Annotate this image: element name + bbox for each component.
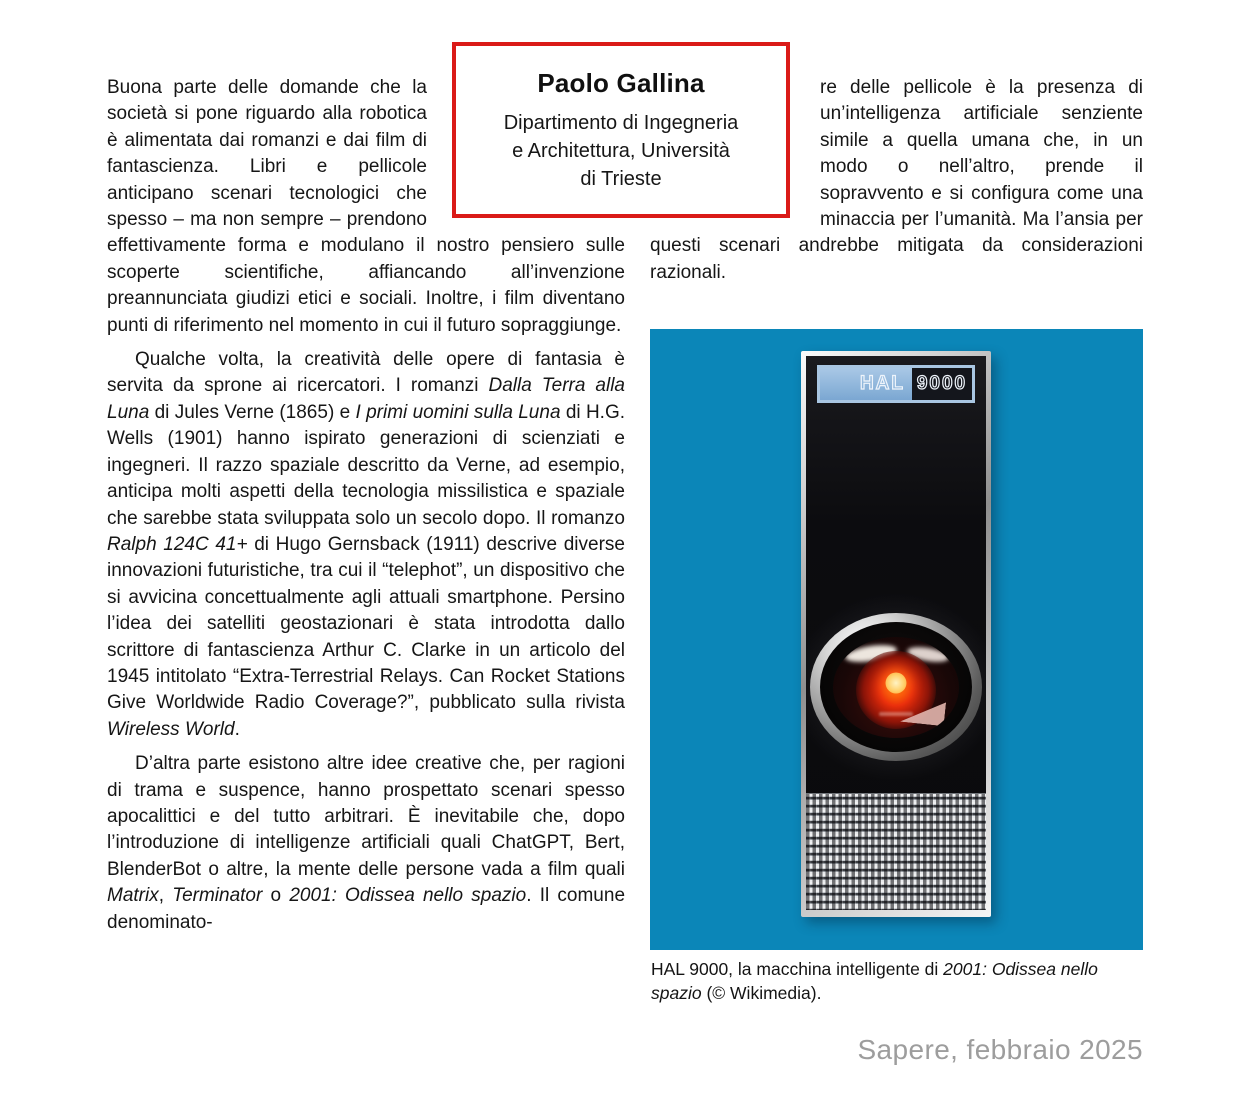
hal-nameplate-brand-field [820, 368, 912, 400]
hal9000-figure [650, 329, 1143, 950]
lens-reflection-flecks [879, 712, 913, 716]
paragraph-3: D’altra parte esistono altre idee creative che, per ragioni di trama e suspence, hanno prospettato scenari spesso apocalittici e del tutto arbitrari. È inevitabile che, dopo l’introduzione di intelligenze artificiali quali ChatGPT, Bert, BlenderBot o altre, la mente delle persone vada a film quali Matrix, Terminator o 2001: Odissea nello spazio. Il comune denominato- [107, 753, 626, 933]
paragraph-3-continuation: re delle pellicole è la presenza di un’intelligenza artificiale senziente simile a quella umana che, in un modo o nell’altro, prende il sopravvento e si configura come una minaccia per l’umanità. Ma l’ansia per questi scenari andrebbe mitigata da considerazioni razionali. [650, 77, 1143, 283]
hal-eye-chrome-ring [810, 613, 982, 761]
affiliation-line: e Architettura, Università [512, 139, 730, 162]
figure-caption: HAL 9000, la macchina intelligente di 2001: Odissea nello spazio (© Wikimedia). [651, 959, 1098, 1003]
hal-eye-core [886, 673, 907, 694]
hal-speaker-grille [806, 793, 986, 910]
hal-eye-socket [820, 622, 972, 752]
author-box-wrap-spacer [427, 75, 625, 231]
affiliation-line: Dipartimento di Ingegneria [503, 111, 739, 134]
right-column [650, 75, 1143, 286]
hal-black-panel [806, 356, 986, 910]
hal-model-text: 9000 [916, 373, 968, 394]
hal9000-unit [801, 351, 991, 917]
left-column [107, 75, 625, 936]
page-footer: Sapere, febbraio 2025 [857, 1034, 1143, 1065]
author-box-wrap-spacer [650, 75, 820, 231]
hal-nameplate [817, 365, 975, 403]
affiliation-line: di Trieste [580, 167, 662, 190]
paragraph-2: Qualche volta, la creatività delle opere di fantasia è servita da sprone ai ricercatori. I romanzi Dalla Terra alla Luna di Jules Verne (1865) e I primi uomini sulla Luna di H.G. Wells (1901) hanno ispirato generazioni di scienziati e ingegneri. Il razzo spaziale descritto da Verne, ad esempio, anticipa molti aspetti della tecnologia missilistica e spaziale che sarebbe stata sviluppata solo un secolo dopo. Il romanzo Ralph 124C 41+ di Hugo Gernsback (1911) descrive diverse innovazioni futuristiche, tra cui il “telephot”, un dispositivo che si avvicina concettualmente agli attuali smartphone. Persino l’idea dei satelliti geostazionari è stata introdotta dallo scrittore di fantascienza Arthur C. Clarke in un articolo del 1945 intitolato “Extra-Terrestrial Relays. Can Rocket Stations Give Worldwide Radio Coverage?”, pubblicato sulla rivista Wireless World. [107, 349, 625, 740]
paragraph-1: Buona parte delle domande che la società si pone riguardo alla robotica è alimentata dai romanzi e dai film di fantascienza. Libri e pellicole anticipano scenari tecnologici che spesso – ma non sempre – prendono effettivamente forma e modulano il nostro pensiero sulle scoperte scientifiche, affiancando all’invenzione preannunciata giudizi etici e sociali. Inoltre, i film diventano punti di riferimento nel momento in cui il futuro sopraggiunge. [107, 77, 625, 336]
author-name: Paolo Gallina [537, 67, 705, 98]
hal-eye-lens [833, 637, 959, 738]
hal-metal-frame [801, 351, 991, 917]
hal-nameplate-model-field [912, 368, 972, 400]
hal-brand-text: HAL [859, 373, 905, 394]
